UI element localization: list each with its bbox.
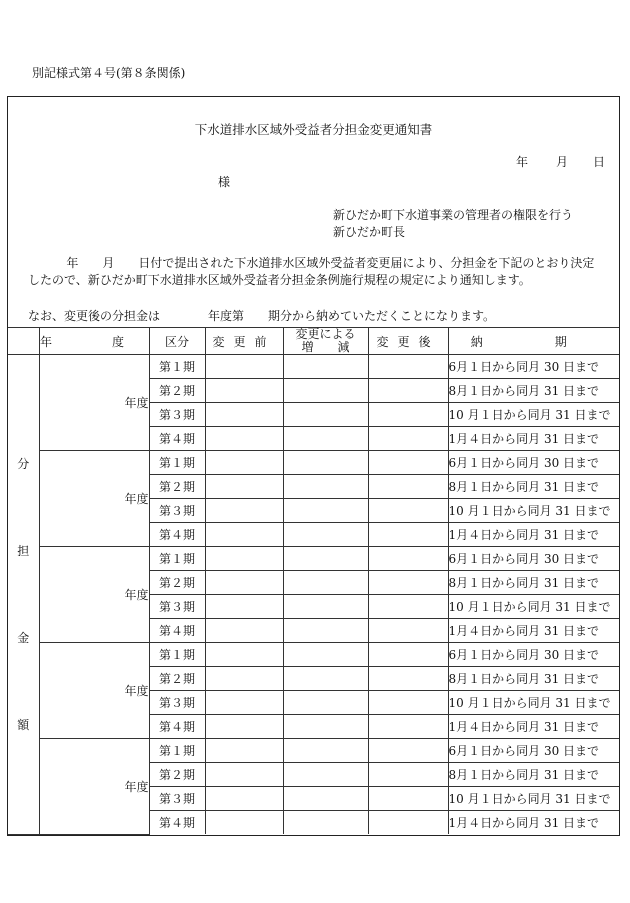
sender-title: 新ひだか町下水道事業の管理者の権限を行う (333, 208, 574, 222)
change-amount-cell (283, 619, 368, 643)
after-amount-cell (368, 499, 448, 523)
before-amount-cell (205, 547, 283, 571)
due-date-cell: 10 月１日から同月 31 日まで (448, 499, 619, 523)
due-date-cell: 8月１日から同月 31 日まで (448, 475, 619, 499)
due-date-cell: 8月１日から同月 31 日まで (448, 571, 619, 595)
table-row (8, 643, 619, 667)
notice-form (7, 96, 620, 836)
after-amount-cell (368, 571, 448, 595)
period-cell: 第１期 (149, 355, 205, 379)
period-cell: 第４期 (149, 811, 205, 835)
after-amount-cell (368, 523, 448, 547)
after-amount-cell (368, 619, 448, 643)
share-fee-table (8, 327, 619, 835)
before-amount-cell (205, 667, 283, 691)
after-amount-cell (368, 643, 448, 667)
change-amount-cell (283, 547, 368, 571)
change-amount-cell (283, 379, 368, 403)
after-amount-cell (368, 811, 448, 835)
after-amount-cell (368, 355, 448, 379)
period-cell: 第３期 (149, 595, 205, 619)
before-amount-cell (205, 475, 283, 499)
after-amount-cell (368, 595, 448, 619)
period-cell: 第２期 (149, 667, 205, 691)
due-date-cell: 10 月１日から同月 31 日まで (448, 595, 619, 619)
after-amount-cell (368, 739, 448, 763)
before-amount-cell (205, 763, 283, 787)
period-cell: 第２期 (149, 763, 205, 787)
header-change (283, 328, 368, 355)
period-cell: 第３期 (149, 691, 205, 715)
year-cell: 年度 (39, 643, 149, 739)
year-cell: 年度 (39, 547, 149, 643)
before-amount-cell (205, 739, 283, 763)
change-amount-cell (283, 715, 368, 739)
due-date-cell: 6月１日から同月 30 日まで (448, 739, 619, 763)
change-amount-cell (283, 739, 368, 763)
before-amount-cell (205, 643, 283, 667)
change-amount-cell (283, 691, 368, 715)
due-date-cell: 6月１日から同月 30 日まで (448, 547, 619, 571)
change-amount-cell (283, 595, 368, 619)
period-cell: 第１期 (149, 643, 205, 667)
period-cell: 第１期 (149, 739, 205, 763)
before-amount-cell (205, 451, 283, 475)
due-date-cell: 6月１日から同月 30 日まで (448, 643, 619, 667)
side-label-char: 額 (17, 718, 30, 733)
after-amount-cell (368, 451, 448, 475)
after-amount-cell (368, 427, 448, 451)
before-amount-cell (205, 379, 283, 403)
due-date-cell: 10 月１日から同月 31 日まで (448, 691, 619, 715)
before-amount-cell (205, 715, 283, 739)
table-header-row (8, 328, 619, 355)
table-row (8, 451, 619, 475)
table-row (8, 547, 619, 571)
due-date-cell: 10 月１日から同月 31 日まで (448, 403, 619, 427)
after-amount-cell (368, 403, 448, 427)
side-label-char: 金 (17, 631, 30, 646)
change-amount-cell (283, 667, 368, 691)
due-date-cell: 8月１日から同月 31 日まで (448, 667, 619, 691)
body-paragraph: 年 月 日付で提出された下水道排水区域外受益者変更届により、分担金を下記のとおり決定したので、新ひだか町下水道排水区域外受益者分担金条例施行規程の規定により通知します。 (28, 256, 595, 287)
header-change-line1: 変更による (295, 327, 356, 341)
change-amount-cell (283, 427, 368, 451)
period-cell: 第３期 (149, 403, 205, 427)
after-amount-cell (368, 763, 448, 787)
due-date-cell: 1月４日から同月 31 日まで (448, 427, 619, 451)
due-date-cell: 6月１日から同月 30 日まで (448, 451, 619, 475)
before-amount-cell (205, 403, 283, 427)
after-amount-cell (368, 715, 448, 739)
after-amount-cell (368, 667, 448, 691)
header-year: 年 度 (39, 328, 149, 355)
due-date-cell: 1月４日から同月 31 日まで (448, 811, 619, 835)
after-amount-cell (368, 691, 448, 715)
change-amount-cell (283, 523, 368, 547)
period-cell: 第２期 (149, 475, 205, 499)
before-amount-cell (205, 523, 283, 547)
due-date-cell: 1月４日から同月 31 日まで (448, 619, 619, 643)
year-cell: 年度 (39, 355, 149, 451)
period-cell: 第３期 (149, 499, 205, 523)
due-date-cell: 6月１日から同月 30 日まで (448, 355, 619, 379)
before-amount-cell (205, 595, 283, 619)
before-amount-cell (205, 787, 283, 811)
after-amount-cell (368, 379, 448, 403)
change-amount-cell (283, 787, 368, 811)
before-amount-cell (205, 499, 283, 523)
due-date-cell: 1月４日から同月 31 日まで (448, 715, 619, 739)
period-cell: 第２期 (149, 571, 205, 595)
period-cell: 第４期 (149, 523, 205, 547)
period-cell: 第２期 (149, 379, 205, 403)
header-after: 変更後 (368, 328, 448, 355)
date-day-label: 日 (593, 155, 606, 169)
change-amount-cell (283, 475, 368, 499)
change-amount-cell (283, 403, 368, 427)
document-title: 下水道排水区域外受益者分担金変更通知書 (194, 122, 433, 137)
side-label-cell (8, 355, 39, 835)
year-cell: 年度 (39, 739, 149, 835)
due-date-cell: 1月４日から同月 31 日まで (448, 523, 619, 547)
due-date-cell: 8月１日から同月 31 日まで (448, 763, 619, 787)
header-nouki: 納 期 (448, 328, 619, 355)
form-caption: 別記様式第４号(第８条関係) (32, 66, 186, 80)
change-amount-cell (283, 451, 368, 475)
period-cell: 第１期 (149, 547, 205, 571)
note-paragraph: なお、変更後の分担金は 年度第 期分から納めていただくことになります。 (28, 309, 496, 323)
before-amount-cell (205, 619, 283, 643)
change-amount-cell (283, 571, 368, 595)
header-kubun: 区分 (149, 328, 205, 355)
change-amount-cell (283, 763, 368, 787)
before-amount-cell (205, 355, 283, 379)
sender-name: 新ひだか町長 (333, 225, 406, 239)
side-label-char: 担 (17, 544, 30, 559)
period-cell: 第４期 (149, 427, 205, 451)
after-amount-cell (368, 475, 448, 499)
due-date-cell: 8月１日から同月 31 日まで (448, 379, 619, 403)
header-before: 変更前 (205, 328, 283, 355)
header-blank (8, 328, 39, 355)
addressee-suffix: 様 (218, 175, 231, 189)
table-row (8, 355, 619, 379)
period-cell: 第１期 (149, 451, 205, 475)
period-cell: 第３期 (149, 787, 205, 811)
change-amount-cell (283, 811, 368, 835)
change-amount-cell (283, 499, 368, 523)
year-cell: 年度 (39, 451, 149, 547)
due-date-cell: 10 月１日から同月 31 日まで (448, 787, 619, 811)
date-year-label: 年 (516, 155, 529, 169)
change-amount-cell (283, 643, 368, 667)
period-cell: 第４期 (149, 715, 205, 739)
change-amount-cell (283, 355, 368, 379)
table-row (8, 739, 619, 763)
before-amount-cell (205, 571, 283, 595)
before-amount-cell (205, 691, 283, 715)
after-amount-cell (368, 787, 448, 811)
after-amount-cell (368, 547, 448, 571)
header-change-line2: 増 減 (301, 340, 350, 354)
date-month-label: 月 (556, 155, 569, 169)
period-cell: 第４期 (149, 619, 205, 643)
side-label-char: 分 (17, 457, 30, 472)
before-amount-cell (205, 811, 283, 835)
before-amount-cell (205, 427, 283, 451)
